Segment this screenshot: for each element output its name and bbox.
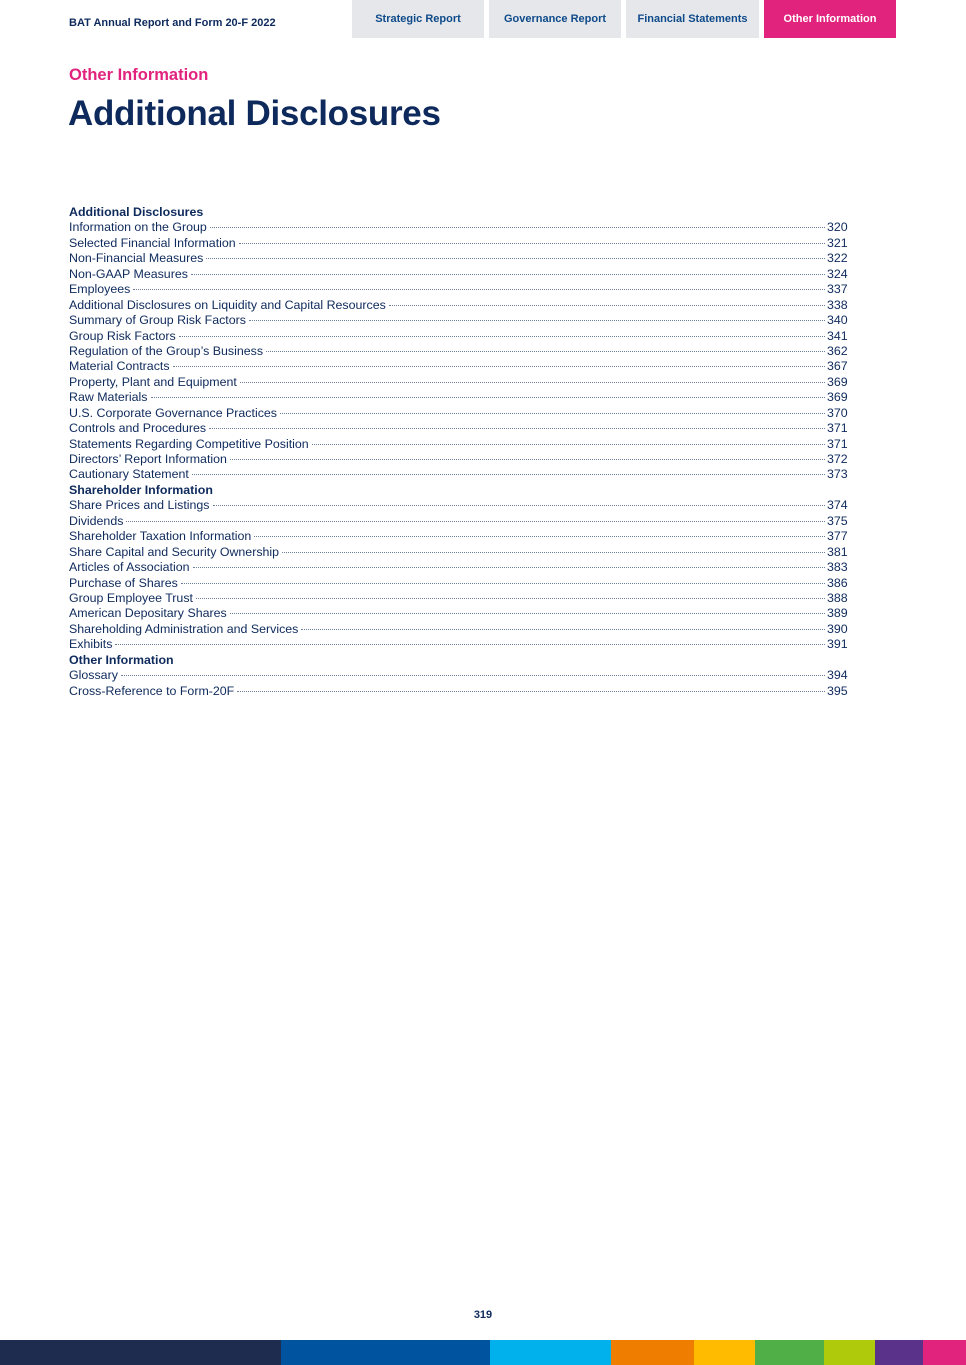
- toc-dot-leader: [121, 674, 825, 676]
- tab-other-information[interactable]: Other Information: [764, 0, 896, 38]
- toc-entry[interactable]: [69, 545, 853, 560]
- toc-dot-leader: [181, 582, 825, 584]
- toc-entry-label: American Depositary Shares: [69, 606, 227, 621]
- toc-entry-page: 372: [827, 452, 848, 466]
- toc-entry[interactable]: [69, 606, 853, 621]
- toc-dot-leader: [173, 365, 825, 367]
- toc-dot-leader: [282, 551, 825, 553]
- toc-entry[interactable]: [69, 251, 853, 266]
- toc-entry-page: 381: [827, 544, 848, 559]
- toc-entry-label: Cautionary Statement: [69, 467, 189, 482]
- toc-entry-label: Raw Materials: [69, 390, 148, 405]
- toc-entry-label: Controls and Procedures: [69, 421, 207, 436]
- toc-entry[interactable]: [69, 313, 853, 328]
- toc-dot-leader: [254, 535, 825, 537]
- toc-dot-leader: [192, 473, 825, 475]
- toc-dot-leader: [210, 226, 825, 228]
- toc-entry[interactable]: [69, 668, 853, 683]
- toc-dot-leader: [133, 288, 825, 290]
- toc-entry-page: 394: [827, 668, 848, 683]
- toc-entry-page: 374: [827, 498, 848, 513]
- toc-entry-label: Statements Regarding Competitive Position: [69, 436, 309, 451]
- footer-color-segment: [281, 1340, 490, 1365]
- toc-entry[interactable]: [69, 560, 853, 575]
- toc-entry-label: Material Contracts: [69, 359, 170, 374]
- toc-entry-label: Non-GAAP Measures: [69, 266, 188, 281]
- toc-entry-label: Glossary: [69, 668, 118, 683]
- toc-entry[interactable]: [69, 467, 853, 482]
- footer-color-segment: [0, 1340, 281, 1365]
- toc-entry[interactable]: [69, 437, 853, 452]
- toc-entry-label: Summary of Group Risk Factors: [69, 313, 246, 328]
- toc-entry[interactable]: [69, 267, 853, 282]
- toc-dot-leader: [206, 257, 825, 259]
- toc-entry-page: 337: [827, 282, 848, 297]
- toc-dot-leader: [230, 612, 825, 614]
- toc-entry-page: 321: [827, 235, 848, 250]
- footer-color-bar: [0, 1340, 966, 1365]
- page-title: Additional Disclosures: [68, 94, 441, 133]
- footer-color-segment: [923, 1340, 966, 1365]
- toc-dot-leader: [179, 335, 825, 337]
- toc-dot-leader: [240, 381, 825, 383]
- toc-entry-page: 369: [827, 374, 848, 389]
- tab-financial-statements[interactable]: Financial Statements: [626, 0, 759, 38]
- tab-strategic-report[interactable]: Strategic Report: [352, 0, 484, 38]
- toc-entry-label: Additional Disclosures on Liquidity and Capital Resources: [69, 297, 386, 312]
- toc-entry[interactable]: [69, 406, 853, 421]
- footer-color-segment: [694, 1340, 755, 1365]
- page-number: 319: [473, 1309, 493, 1321]
- toc-entry-label: Purchase of Shares: [69, 575, 178, 590]
- toc-entry[interactable]: [69, 236, 853, 251]
- footer-color-segment: [824, 1340, 875, 1365]
- toc-dot-leader: [209, 427, 825, 429]
- toc-dot-leader: [239, 242, 825, 244]
- toc-entry-page: 370: [827, 405, 848, 420]
- toc-entry-page: 375: [827, 513, 848, 528]
- toc-section-heading: Additional Disclosures: [69, 205, 204, 219]
- toc-entry[interactable]: [69, 591, 853, 606]
- footer-color-segment: [875, 1340, 923, 1365]
- toc-entry-label: Dividends: [69, 513, 124, 528]
- section-label: Other Information: [69, 66, 209, 84]
- toc-entry-page: 362: [827, 343, 848, 358]
- toc-entry[interactable]: [69, 514, 853, 529]
- toc-entry-label: Non-Financial Measures: [69, 251, 204, 266]
- toc-entry[interactable]: [69, 576, 853, 591]
- toc-entry-page: 320: [827, 220, 848, 235]
- toc-entry-page: 371: [827, 436, 848, 451]
- toc-entry-page: 390: [827, 621, 848, 636]
- toc-entry-label: Property, Plant and Equipment: [69, 374, 237, 389]
- toc-entry-label: U.S. Corporate Governance Practices: [69, 405, 277, 420]
- toc-dot-leader: [151, 396, 826, 398]
- toc-entry-label: Selected Financial Information: [69, 235, 236, 250]
- toc-entry[interactable]: [69, 684, 853, 699]
- toc-section-heading: Shareholder Information: [69, 482, 213, 497]
- toc-dot-leader: [196, 597, 825, 599]
- toc-dot-leader: [191, 273, 825, 275]
- toc-entry-label: Share Prices and Listings: [69, 498, 210, 513]
- toc-entry[interactable]: [69, 498, 853, 513]
- toc-entry-page: 383: [827, 560, 848, 575]
- toc-entry-page: 389: [827, 606, 848, 621]
- toc-dot-leader: [237, 690, 825, 692]
- toc-entry-page: 373: [827, 467, 848, 482]
- toc-entry-page: 338: [827, 297, 848, 312]
- toc-entry-page: 391: [827, 637, 848, 652]
- toc-entry-label: Cross-Reference to Form-20F: [69, 683, 235, 698]
- report-title: BAT Annual Report and Form 20-F 2022: [69, 17, 276, 29]
- toc-entry[interactable]: [69, 452, 853, 467]
- toc-entry-page: 340: [827, 313, 848, 328]
- toc-entry[interactable]: [69, 622, 853, 637]
- toc-entry-page: 341: [827, 328, 848, 343]
- toc-entry[interactable]: [69, 375, 853, 390]
- toc-entry-label: Regulation of the Group’s Business: [69, 343, 264, 358]
- footer-color-segment: [611, 1340, 694, 1365]
- toc-entry-label: Group Employee Trust: [69, 590, 193, 605]
- toc-dot-leader: [115, 643, 825, 645]
- toc-dot-leader: [266, 350, 825, 352]
- toc-entry[interactable]: [69, 282, 853, 297]
- toc-entry-label: Share Capital and Security Ownership: [69, 544, 280, 559]
- toc-dot-leader: [312, 443, 825, 445]
- toc-entry-page: 367: [827, 359, 848, 374]
- toc-entry-page: 377: [827, 529, 848, 544]
- toc-entry-page: 395: [827, 683, 848, 698]
- toc-entry-page: 324: [827, 266, 848, 281]
- toc-entry[interactable]: [69, 421, 853, 436]
- toc-entry-label: Articles of Association: [69, 560, 190, 575]
- toc-entry-page: 371: [827, 421, 848, 436]
- toc-entry[interactable]: [69, 529, 853, 544]
- toc-dot-leader: [193, 566, 825, 568]
- toc-entry[interactable]: [69, 298, 853, 313]
- footer-color-segment: [755, 1340, 824, 1365]
- toc-entry[interactable]: [69, 344, 853, 359]
- toc-entry-page: 388: [827, 590, 848, 605]
- toc-entry[interactable]: [69, 359, 853, 374]
- toc-entry-label: Shareholder Taxation Information: [69, 529, 252, 544]
- toc-entry[interactable]: [69, 390, 853, 405]
- toc-dot-leader: [301, 628, 825, 630]
- toc-entry[interactable]: [69, 220, 853, 235]
- toc-entry-label: Directors’ Report Information: [69, 452, 227, 466]
- toc-entry-page: 322: [827, 251, 848, 266]
- toc-dot-leader: [389, 304, 825, 306]
- toc-entry[interactable]: [69, 329, 853, 344]
- toc-entry-label: Employees: [69, 282, 131, 297]
- toc-entry-page: 369: [827, 390, 848, 405]
- toc-entry-page: 386: [827, 575, 848, 590]
- table-of-contents: [69, 205, 853, 699]
- toc-section-heading: Other Information: [69, 652, 174, 667]
- toc-dot-leader: [230, 458, 825, 460]
- toc-entry[interactable]: [69, 637, 853, 652]
- toc-dot-leader: [126, 520, 825, 522]
- footer-color-segment: [490, 1340, 611, 1365]
- toc-dot-leader: [249, 319, 825, 321]
- toc-dot-leader: [280, 412, 825, 414]
- tab-governance-report[interactable]: Governance Report: [489, 0, 621, 38]
- toc-dot-leader: [213, 504, 825, 506]
- toc-entry-label: Exhibits: [69, 637, 113, 652]
- toc-entry-label: Group Risk Factors: [69, 328, 176, 343]
- toc-entry-label: Shareholding Administration and Services: [69, 621, 299, 636]
- toc-entry-label: Information on the Group: [69, 220, 207, 235]
